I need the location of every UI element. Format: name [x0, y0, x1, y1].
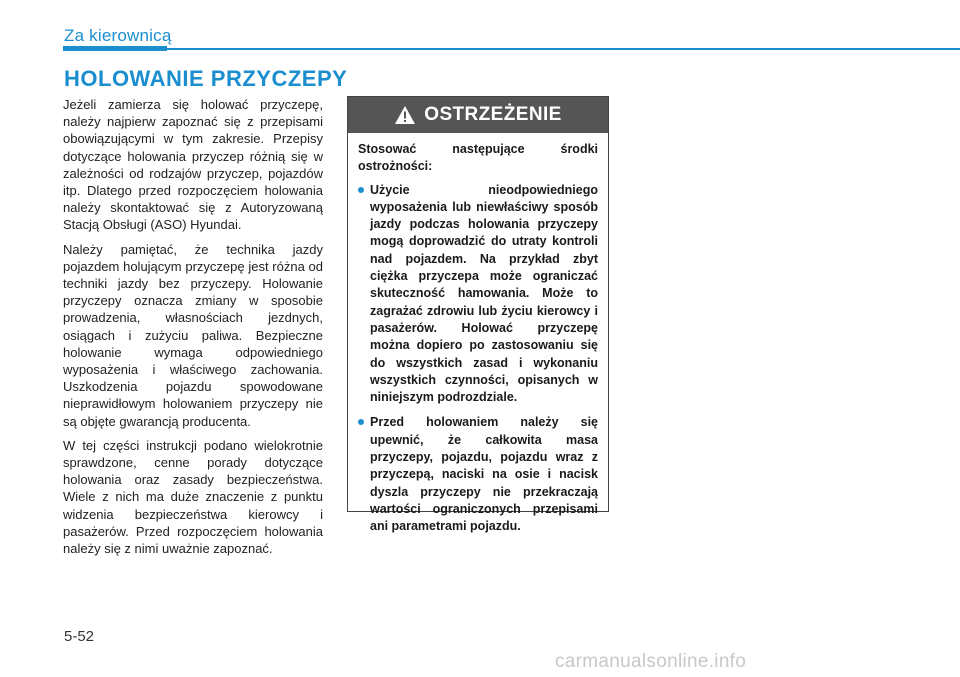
- header-rule: [63, 48, 960, 50]
- warning-body: [348, 133, 608, 536]
- warning-header: [348, 97, 608, 133]
- warning-box: [347, 96, 609, 534]
- header-rule-accent: [63, 46, 167, 51]
- warning-item-text: Użycie nieodpowiedniego wyposażenia lub niewłaściwy sposób jazdy podczas holowania przyczepy mogą doprowadzić do utraty kontroli nad pojazdem. Na przykład zbyt ciężka przyczepa może ograniczać skuteczność hamowania. Może to zagrażać zdrowiu lub życiu kierowcy i pasażerów. Holować przyczepę można dopiero po zastosowaniu się do wszystkich zasad i wykonaniu wszystkich czynności, opisanych w niniejszym podrozdziale.: [370, 182, 598, 405]
- warning-list: [358, 182, 598, 536]
- paragraph: W tej części instrukcji podano wielokrotnie sprawdzone, cenne porady dotyczące holowania oraz zasady bezpieczeństwa. Wiele z nich ma duże znaczenie z punktu widzenia bezpieczeństwa kierowcy i pasażerów. Przed rozpoczęciem holowania należy się z nimi uważnie zapoznać.: [63, 437, 323, 557]
- warning-item: [358, 182, 598, 407]
- header-title: Za kierownicą: [64, 26, 172, 45]
- bullet-icon: [358, 187, 364, 193]
- warning-item: [358, 414, 598, 535]
- warning-heading: OSTRZEŻENIE: [424, 104, 562, 125]
- section-title: HOLOWANIE PRZYCZEPY: [64, 66, 348, 91]
- paragraph: Należy pamiętać, że technika jazdy pojazdem holującym przyczepę jest różna od techniki jazdy bez przyczepy. Holowanie przyczepy oznacza zmiany w sposobie prowadzenia, własnościach jezdnych, osiągach i zużyciu paliwa. Bezpieczne holowanie wymaga odpowiedniego wyposażenia i właściwego zachowania. Uszkodzenia pojazdu spowodowane nieprawidłowym holowaniem przyczepy nie są objęte gwarancją producenta.: [63, 241, 323, 429]
- warning-intro: Stosować następujące środki ostrożności:: [358, 142, 598, 174]
- watermark: carmanualsonline.info: [555, 651, 747, 672]
- warning-item-text: Przed holowaniem należy się upewnić, że całkowita masa przyczepy, pojazdu, pojazdu wraz z przyczepą, naciski na osie i nacisk dyszla przyczepy nie przekraczają wartości ograniczonych przepisami ani parametrami pojazdu.: [370, 415, 598, 534]
- warning-triangle-icon: [394, 105, 416, 125]
- body-text: [63, 96, 323, 564]
- paragraph: Jeżeli zamierza się holować przyczepę, należy najpierw zapoznać się z przepisami obowiązującymi w tym zakresie. Przepisy dotyczące holowania przyczep różnią się w zależności od rodzajów przyczep, pojazdów itp. Dlatego przed rozpoczęciem holowania należy skontaktować się z Autoryzowaną Stacją Obsługi (ASO) Hyundai.: [63, 97, 323, 233]
- page-number: 5-52: [64, 628, 95, 645]
- bullet-icon: [358, 419, 364, 425]
